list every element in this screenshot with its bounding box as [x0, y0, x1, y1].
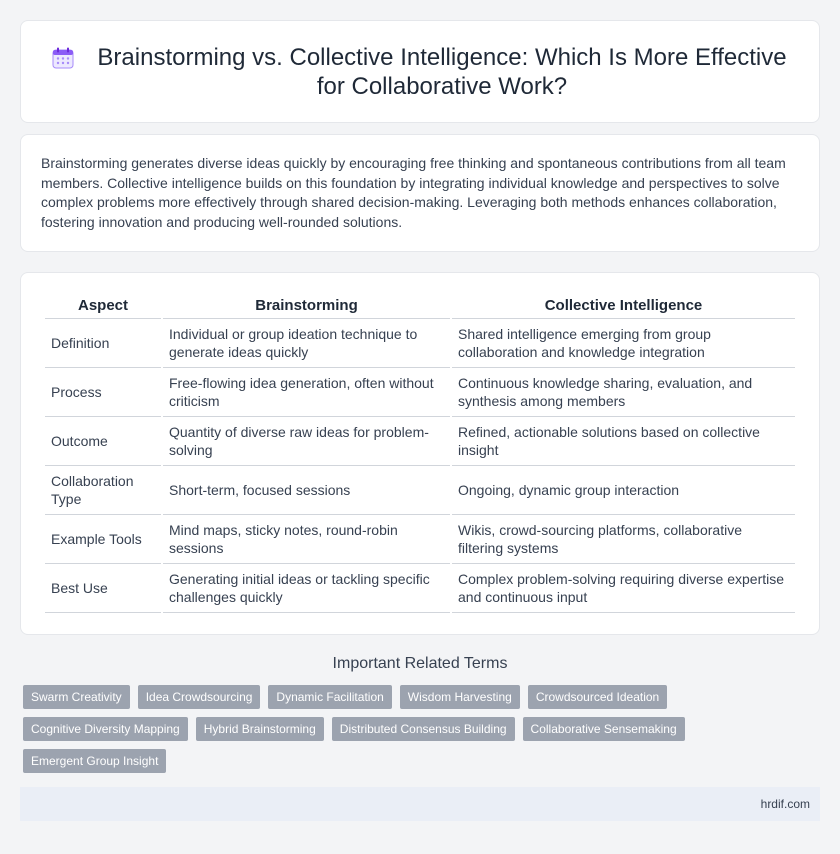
- table-row: [45, 515, 795, 564]
- row-brainstorming: Mind maps, sticky notes, round-robin sessions: [163, 515, 450, 564]
- row-brainstorming: Quantity of diverse raw ideas for problem-solving: [163, 417, 450, 466]
- row-collective-intelligence: Refined, actionable solutions based on collective insight: [452, 417, 795, 466]
- tag-collaborative-sensemaking[interactable]: Collaborative Sensemaking: [523, 717, 685, 741]
- tag-emergent-group-insight[interactable]: Emergent Group Insight: [23, 749, 166, 773]
- tag-idea-crowdsourcing[interactable]: Idea Crowdsourcing: [138, 685, 261, 709]
- table-row: [45, 564, 795, 613]
- row-brainstorming: Generating initial ideas or tackling specific challenges quickly: [163, 564, 450, 613]
- tag-hybrid-brainstorming[interactable]: Hybrid Brainstorming: [196, 717, 324, 741]
- row-brainstorming: Individual or group ideation technique to generate ideas quickly: [163, 319, 450, 368]
- footer: [20, 787, 820, 821]
- related-terms-list: [20, 685, 820, 773]
- tag-distributed-consensus-building[interactable]: Distributed Consensus Building: [332, 717, 515, 741]
- intro-card: [20, 134, 820, 252]
- page-title: Brainstorming vs. Collective Intelligence: Which Is More Effective for Collaborative Work?: [97, 43, 787, 100]
- intro-text: Brainstorming generates diverse ideas quickly by encouraging free thinking and spontaneous contributions from all team members. Collective intelligence builds on this foundation by integrating individual knowledge and perspectives to solve complex problems more effectively through shared decision-making. Leveraging both methods enhances collaboration, fostering innovation and producing well-rounded solutions.: [41, 155, 786, 230]
- comparison-card: [20, 272, 820, 635]
- table-row: [45, 368, 795, 417]
- row-collective-intelligence: Wikis, crowd-sourcing platforms, collaborative filtering systems: [452, 515, 795, 564]
- row-brainstorming: Short-term, focused sessions: [163, 466, 450, 515]
- header-aspect: Aspect: [45, 294, 161, 319]
- tag-wisdom-harvesting[interactable]: Wisdom Harvesting: [400, 685, 520, 709]
- table-row: [45, 319, 795, 368]
- row-brainstorming: Free-flowing idea generation, often without criticism: [163, 368, 450, 417]
- row-collective-intelligence: Continuous knowledge sharing, evaluation, and synthesis among members: [452, 368, 795, 417]
- tag-dynamic-facilitation[interactable]: Dynamic Facilitation: [268, 685, 391, 709]
- row-aspect: Example Tools: [45, 515, 161, 564]
- comparison-table: [43, 294, 797, 613]
- tag-swarm-creativity[interactable]: Swarm Creativity: [23, 685, 130, 709]
- related-terms-title: Important Related Terms: [332, 655, 508, 672]
- tag-cognitive-diversity-mapping[interactable]: Cognitive Diversity Mapping: [23, 717, 188, 741]
- header-card: [20, 20, 820, 123]
- tag-crowdsourced-ideation[interactable]: Crowdsourced Ideation: [528, 685, 667, 709]
- footer-site[interactable]: hrdif.com: [760, 797, 810, 811]
- row-aspect: Collaboration Type: [45, 466, 161, 515]
- row-collective-intelligence: Ongoing, dynamic group interaction: [452, 466, 795, 515]
- table-header-row: [45, 294, 795, 319]
- row-aspect: Outcome: [45, 417, 161, 466]
- row-aspect: Process: [45, 368, 161, 417]
- row-aspect: Best Use: [45, 564, 161, 613]
- header: [51, 43, 789, 101]
- calendar-icon: [51, 46, 75, 70]
- row-collective-intelligence: Shared intelligence emerging from group collaboration and knowledge integration: [452, 319, 795, 368]
- table-row: [45, 417, 795, 466]
- header-collective-intelligence: Collective Intelligence: [452, 294, 795, 319]
- table-row: [45, 466, 795, 515]
- row-aspect: Definition: [45, 319, 161, 368]
- header-brainstorming: Brainstorming: [163, 294, 450, 319]
- row-collective-intelligence: Complex problem-solving requiring diverse expertise and continuous input: [452, 564, 795, 613]
